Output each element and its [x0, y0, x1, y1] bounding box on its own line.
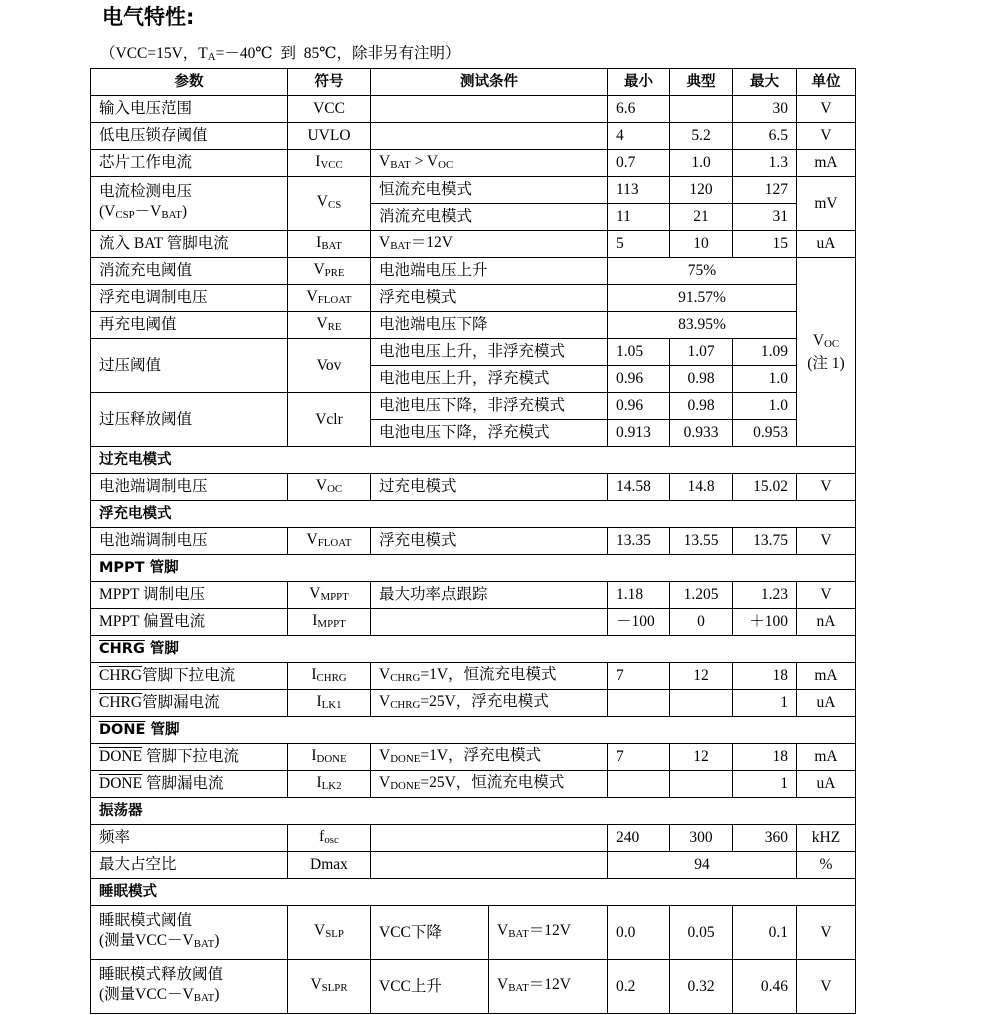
unit-cell: V [797, 906, 856, 960]
section-heading: 浮充电模式 [91, 501, 856, 528]
cond-cell [371, 96, 608, 123]
typ-cell: 5.2 [670, 123, 733, 150]
min-cell: 7 [608, 744, 670, 771]
max-cell: 13.75 [733, 528, 797, 555]
symbol-cell: VCC [288, 96, 371, 123]
table-row [91, 906, 856, 960]
param-cell: 睡眠模式阈值 (测量$VCC-V_{BAT}$) [91, 906, 288, 960]
table-row [91, 663, 856, 690]
param-cell: 浮充电调制电压 [91, 285, 288, 312]
table-row [91, 609, 856, 636]
max-cell: 15.02 [733, 474, 797, 501]
table-row [91, 96, 856, 123]
typ-cell [670, 690, 733, 717]
min-cell: 0.913 [608, 420, 670, 447]
typ-cell [670, 96, 733, 123]
min-cell: －100 [608, 609, 670, 636]
table-row [91, 312, 856, 339]
param-cell: 电池端调制电压 [91, 528, 288, 555]
param-cell: 电流检测电压 $(V_{CSP}-V_{BAT})$ [91, 177, 288, 231]
param-cell: MPPT 偏置电流 [91, 609, 288, 636]
min-cell: 13.35 [608, 528, 670, 555]
cond-cell [371, 123, 608, 150]
symbol-cell: $V_{OC}$ [288, 474, 371, 501]
table-row [91, 285, 856, 312]
typ-cell: 300 [670, 825, 733, 852]
typ-cell: 83.95% [608, 312, 797, 339]
param-cell: 再充电阈值 [91, 312, 288, 339]
table-row [91, 771, 856, 798]
cond-cell: $V_{DONE}=1V$，浮充电模式 [371, 744, 608, 771]
unit-cell: mA [797, 744, 856, 771]
cond-cell-2: $V_{BAT}=12V$ [489, 906, 608, 960]
max-cell: 18 [733, 744, 797, 771]
section-row [91, 447, 856, 474]
table-row [91, 123, 856, 150]
max-cell: 6.5 [733, 123, 797, 150]
table-row [91, 960, 856, 1014]
section-row [91, 501, 856, 528]
section-title: 电气特性: [102, 5, 195, 29]
typ-cell: 1.07 [670, 339, 733, 366]
symbol-cell: $I_{BAT}$ [288, 231, 371, 258]
param-cell: 频率 [91, 825, 288, 852]
min-cell: 6.6 [608, 96, 670, 123]
cond-cell-2: $V_{BAT}=12V$ [489, 960, 608, 1014]
unit-cell: V [797, 474, 856, 501]
symbol-cell: $I_{LK1}$ [288, 690, 371, 717]
max-cell: 1.0 [733, 366, 797, 393]
param-cell: 芯片工作电流 [91, 150, 288, 177]
param-cell: CHRG管脚下拉电流 [91, 663, 288, 690]
symbol-cell: Vov [288, 339, 371, 393]
max-cell: 1.3 [733, 150, 797, 177]
symbol-cell: UVLO [288, 123, 371, 150]
unit-cell: % [797, 852, 856, 879]
symbol-cell: $f_{osc}$ [288, 825, 371, 852]
unit-cell: V [797, 960, 856, 1014]
max-cell: 127 [733, 177, 797, 204]
table-row [91, 177, 856, 204]
unit-cell: mV [797, 177, 856, 231]
section-row [91, 798, 856, 825]
header-min: 最小 [608, 69, 670, 96]
typ-cell: 91.57% [608, 285, 797, 312]
header-unit: 单位 [797, 69, 856, 96]
symbol-cell: $V_{FLOAT}$ [288, 285, 371, 312]
section-heading: 振荡器 [91, 798, 856, 825]
unit-cell: uA [797, 690, 856, 717]
typ-cell: 0 [670, 609, 733, 636]
cond-cell: 消流充电模式 [371, 204, 608, 231]
param-cell: 输入电压范围 [91, 96, 288, 123]
min-cell: 0.2 [608, 960, 670, 1014]
typ-cell: 14.8 [670, 474, 733, 501]
max-cell: 1 [733, 690, 797, 717]
unit-cell: $V_{OC}$ (注 1) [797, 258, 856, 447]
unit-cell: V [797, 123, 856, 150]
param-cell: 消流充电阈值 [91, 258, 288, 285]
param-cell: 最大占空比 [91, 852, 288, 879]
cond-cell: $V_{BAT} > V_{OC}$ [371, 150, 608, 177]
min-cell: 0.7 [608, 150, 670, 177]
typ-cell: 21 [670, 204, 733, 231]
cond-cell: 过充电模式 [371, 474, 608, 501]
symbol-cell: $V_{PRE}$ [288, 258, 371, 285]
cond-cell: 电池电压上升，非浮充模式 [371, 339, 608, 366]
header-symbol: 符号 [288, 69, 371, 96]
max-cell: 1.23 [733, 582, 797, 609]
typ-cell: 0.98 [670, 393, 733, 420]
unit-cell: V [797, 528, 856, 555]
min-cell: 0.96 [608, 366, 670, 393]
table-row [91, 744, 856, 771]
unit-cell: V [797, 582, 856, 609]
unit-cell: mA [797, 663, 856, 690]
cond-cell: 电池电压下降，浮充模式 [371, 420, 608, 447]
unit-cell: nA [797, 609, 856, 636]
typ-cell: 0.05 [670, 906, 733, 960]
cond-cell: 电池电压下降，非浮充模式 [371, 393, 608, 420]
param-cell: CHRG管脚漏电流 [91, 690, 288, 717]
typ-cell [670, 771, 733, 798]
min-cell: 113 [608, 177, 670, 204]
cond-cell: $V_{DONE}=25V$，恒流充电模式 [371, 771, 608, 798]
typ-cell: 10 [670, 231, 733, 258]
typ-cell: 13.55 [670, 528, 733, 555]
cond-cell: VCC下降 [371, 906, 489, 960]
section-heading: 睡眠模式 [91, 879, 856, 906]
cond-cell: 最大功率点跟踪 [371, 582, 608, 609]
cond-cell [371, 852, 608, 879]
min-cell: 14.58 [608, 474, 670, 501]
min-cell [608, 690, 670, 717]
cond-cell: 电池端电压上升 [371, 258, 608, 285]
table-row [91, 582, 856, 609]
table-row [91, 474, 856, 501]
param-cell: DONE 管脚漏电流 [91, 771, 288, 798]
cond-cell [371, 825, 608, 852]
unit-cell: mA [797, 150, 856, 177]
table-row [91, 825, 856, 852]
symbol-cell: $V_{MPPT}$ [288, 582, 371, 609]
min-cell: 11 [608, 204, 670, 231]
unit-cell: kHZ [797, 825, 856, 852]
unit-cell: uA [797, 771, 856, 798]
cond-cell: $V_{CHRG}=1V$，恒流充电模式 [371, 663, 608, 690]
symbol-cell: $I_{DONE}$ [288, 744, 371, 771]
param-cell: 过压阈值 [91, 339, 288, 393]
section-row [91, 555, 856, 582]
cond-cell: 浮充电模式 [371, 528, 608, 555]
section-row [91, 879, 856, 906]
param-cell: MPPT 调制电压 [91, 582, 288, 609]
header-max: 最大 [733, 69, 797, 96]
section-row [91, 636, 856, 663]
unit-cell: uA [797, 231, 856, 258]
cond-cell: $V_{CHRG}=25V$，浮充电模式 [371, 690, 608, 717]
section-heading: 过充电模式 [91, 447, 856, 474]
cond-cell: $V_{BAT}=12V$ [371, 231, 608, 258]
cond-cell [371, 609, 608, 636]
min-cell: 4 [608, 123, 670, 150]
header-param: 参数 [91, 69, 288, 96]
table-row [91, 528, 856, 555]
electrical-characteristics-table [90, 68, 856, 1014]
typ-cell: 0.933 [670, 420, 733, 447]
section-heading: MPPT 管脚 [91, 555, 856, 582]
symbol-cell: $I_{VCC}$ [288, 150, 371, 177]
symbol-cell: $V_{SLP}$ [288, 906, 371, 960]
max-cell: 0.953 [733, 420, 797, 447]
max-cell: 0.1 [733, 906, 797, 960]
cond-cell: 电池电压上升，浮充模式 [371, 366, 608, 393]
cond-cell: 恒流充电模式 [371, 177, 608, 204]
max-cell: ＋100 [733, 609, 797, 636]
table-row [91, 339, 856, 366]
min-cell: 0.0 [608, 906, 670, 960]
unit-cell: V [797, 96, 856, 123]
max-cell: 31 [733, 204, 797, 231]
max-cell: 18 [733, 663, 797, 690]
typ-cell: 1.205 [670, 582, 733, 609]
max-cell: 0.46 [733, 960, 797, 1014]
max-cell: 1.09 [733, 339, 797, 366]
table-row [91, 258, 856, 285]
param-cell: 睡眠模式释放阈值 (测量$VCC-V_{BAT}$) [91, 960, 288, 1014]
max-cell: 15 [733, 231, 797, 258]
typ-cell: 12 [670, 744, 733, 771]
param-cell: 过压释放阈值 [91, 393, 288, 447]
cond-cell: VCC上升 [371, 960, 489, 1014]
table-row [91, 150, 856, 177]
section-heading: CHRG 管脚 [91, 636, 856, 663]
param-cell: 流入 BAT 管脚电流 [91, 231, 288, 258]
header-row [91, 69, 856, 96]
min-cell: 5 [608, 231, 670, 258]
section-heading: DONE 管脚 [91, 717, 856, 744]
table-row [91, 690, 856, 717]
section-row [91, 717, 856, 744]
typ-cell: 120 [670, 177, 733, 204]
symbol-cell: $I_{LK2}$ [288, 771, 371, 798]
symbol-cell: $V_{CS}$ [288, 177, 371, 231]
table-row [91, 231, 856, 258]
min-cell: 7 [608, 663, 670, 690]
typ-cell: 75% [608, 258, 797, 285]
typ-cell: 94 [608, 852, 797, 879]
header-condition: 测试条件 [371, 69, 608, 96]
min-cell: 0.96 [608, 393, 670, 420]
typ-cell: 1.0 [670, 150, 733, 177]
typ-cell: 0.32 [670, 960, 733, 1014]
cond-cell: 浮充电模式 [371, 285, 608, 312]
table-row [91, 852, 856, 879]
min-cell: 1.05 [608, 339, 670, 366]
symbol-cell: $I_{MPPT}$ [288, 609, 371, 636]
min-cell: 240 [608, 825, 670, 852]
typ-cell: 12 [670, 663, 733, 690]
symbol-cell: Dmax [288, 852, 371, 879]
param-cell: 低电压锁存阈值 [91, 123, 288, 150]
max-cell: 30 [733, 96, 797, 123]
symbol-cell: $V_{FLOAT}$ [288, 528, 371, 555]
symbol-cell: $V_{RE}$ [288, 312, 371, 339]
param-cell: 电池端调制电压 [91, 474, 288, 501]
symbol-cell: Vclr [288, 393, 371, 447]
typ-cell: 0.98 [670, 366, 733, 393]
max-cell: 360 [733, 825, 797, 852]
cond-cell: 电池端电压下降 [371, 312, 608, 339]
min-cell [608, 771, 670, 798]
test-conditions-note: （VCC=15V，$T_A=-40℃$ 到 85℃，除非另有注明） [100, 45, 461, 63]
max-cell: 1.0 [733, 393, 797, 420]
min-cell: 1.18 [608, 582, 670, 609]
param-cell: DONE 管脚下拉电流 [91, 744, 288, 771]
symbol-cell: $I_{CHRG}$ [288, 663, 371, 690]
symbol-cell: $V_{SLPR}$ [288, 960, 371, 1014]
max-cell: 1 [733, 771, 797, 798]
header-typ: 典型 [670, 69, 733, 96]
table-row [91, 393, 856, 420]
